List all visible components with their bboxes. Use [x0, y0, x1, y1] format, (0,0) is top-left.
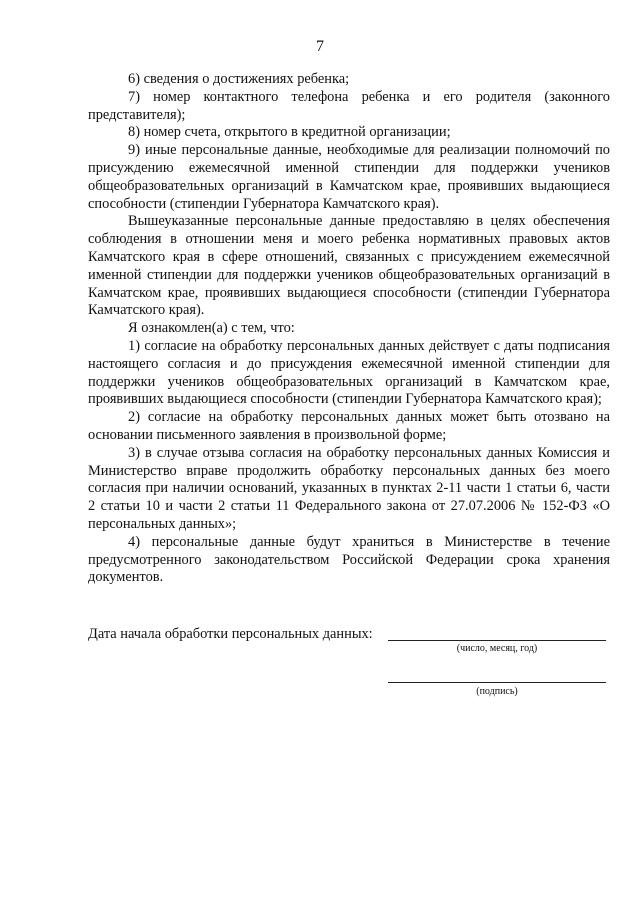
- paragraph-ack-3: 3) в случае отзыва согласия на обработку персональных данных Комиссия и Министерство вправе продолжить обработку персональных данных без моего согласия при наличии оснований, указанных в пунктах 2-11 части 1 статьи 6, части 2 статьи 10 и части 2 статьи 11 Федерального закона от 27.07.2006 № 152-ФЗ «О персональных данных»;: [88, 444, 610, 532]
- page-number: 7: [316, 38, 324, 55]
- date-input-line[interactable]: [388, 640, 606, 641]
- consent-text: [88, 71, 610, 587]
- paragraph-item-6: 6) сведения о достижениях ребенка;: [128, 71, 350, 87]
- paragraph-purpose: Вышеуказанные персональные данные предоставляю в целях обеспечения соблюдения в отношении меня и моего ребенка нормативных правовых актов Камчатского края в сфере отношений, связанных с присуждением ежемесячной именной стипендии для поддержки учеников общеобразовательных организаций в Камчатском крае, проявивших выдающиеся способности (стипендии Губернатора Камчатского края).: [88, 213, 610, 319]
- paragraph-item-8: 8) номер счета, открытого в кредитной организации;: [128, 124, 451, 141]
- signature-field-hint: (подпись): [476, 686, 518, 697]
- paragraph-ack-4: 4) персональные данные будут храниться в Министерстве в течение предусмотренного законодательством Российской Федерации срока хранения документов.: [88, 533, 610, 586]
- paragraph-ack-1: 1) согласие на обработку персональных данных действует с даты подписания настоящего согласия и до присуждения ежемесячной именной стипендии для поддержки учеников общеобразовательных организаций в Камчатском крае, проявивших выдающиеся способности (стипендии Губернатора Камчатского края);: [88, 337, 610, 408]
- paragraph-item-9: 9) иные персональные данные, необходимые для реализации полномочий по присуждению ежемесячной именной стипендии для поддержки учеников общеобразовательных организаций в Камчатском крае, проявивших выдающиеся способности (стипендии Губернатора Камчатского края).: [88, 142, 610, 212]
- paragraph-item-7: 7) номер контактного телефона ребенка и его родителя (законного представителя);: [88, 88, 610, 123]
- signature-input-line[interactable]: [388, 682, 606, 683]
- paragraph-ack-2: 2) согласие на обработку персональных данных может быть отозвано на основании письменного заявления в произвольной форме;: [88, 409, 610, 443]
- date-field-label: Дата начала обработки персональных данных:: [88, 626, 373, 642]
- date-field-hint: (число, месяц, год): [456, 643, 538, 654]
- paragraph-acknowledgement: Я ознакомлен(а) с тем, что:: [128, 320, 295, 337]
